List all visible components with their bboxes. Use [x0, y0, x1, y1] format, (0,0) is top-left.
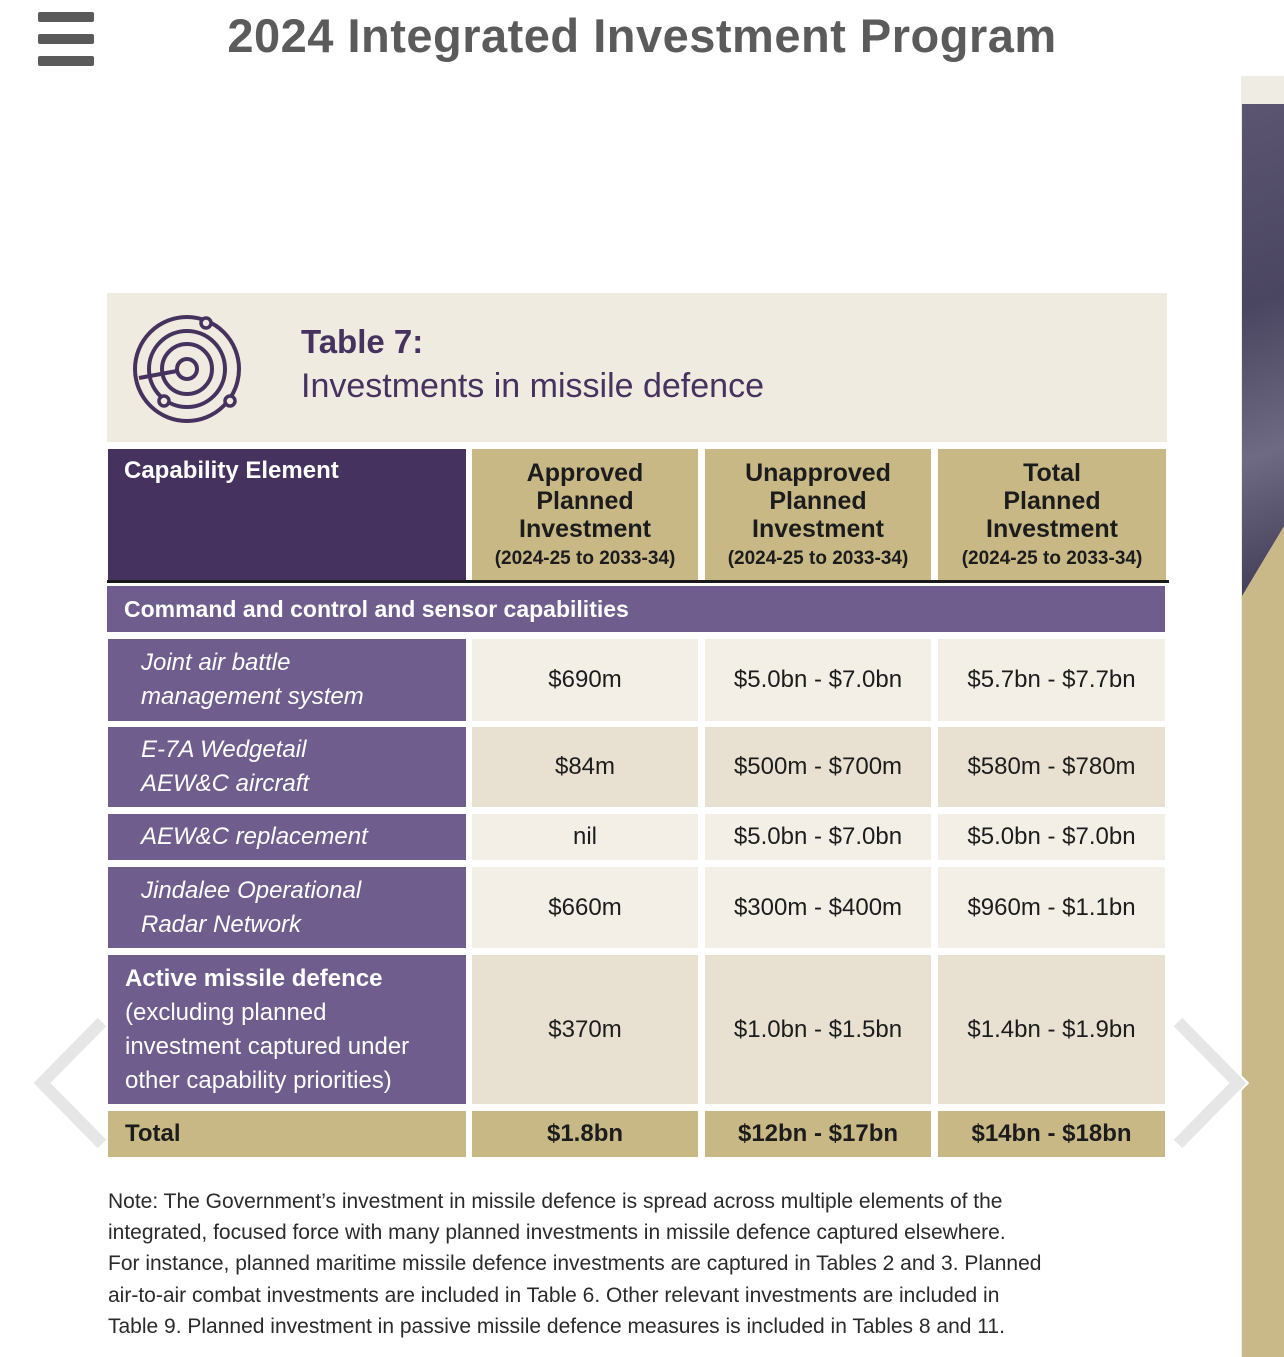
row-label-text: Joint air battle	[141, 649, 291, 676]
cell-unapproved: $5.0bn - $7.0bn	[705, 814, 931, 860]
cell-approved: $660m	[472, 867, 698, 948]
row-label-aewc-replacement: AEW&C replacement	[108, 814, 466, 860]
header-divider	[107, 580, 1169, 583]
chevron-left-icon[interactable]	[30, 1008, 110, 1158]
column-header-approved	[472, 449, 698, 580]
cell-approved: $370m	[472, 955, 698, 1104]
row-label-title: Active missile defence	[125, 964, 383, 992]
total-total: $14bn - $18bn	[938, 1111, 1165, 1157]
header-text: Approved	[526, 458, 644, 487]
note-line: integrated, focused force with many planned investments in missile defence captured elsewhere.	[108, 1221, 1006, 1245]
row-label-text: E-7A Wedgetail	[141, 736, 307, 763]
cell-unapproved: $300m - $400m	[705, 867, 931, 948]
column-header-capability: Capability Element	[108, 449, 466, 580]
header-text: Investment	[519, 514, 651, 543]
top-bar	[0, 0, 1284, 76]
next-slide-peek	[1241, 76, 1284, 1357]
row-label-text: AEW&C aircraft	[141, 770, 310, 797]
header-years: (2024-25 to 2033-34)	[494, 547, 676, 569]
cell-total: $1.4bn - $1.9bn	[938, 955, 1165, 1104]
header-text: Unapproved	[745, 458, 891, 487]
total-approved: $1.8bn	[472, 1111, 698, 1157]
cell-approved: $690m	[472, 639, 698, 721]
header-text: Planned	[536, 486, 634, 515]
cell-total: $5.7bn - $7.7bn	[938, 639, 1165, 721]
table-note	[108, 1186, 1148, 1342]
row-label-detail: other capability priorities)	[125, 1066, 392, 1094]
row-label-detail: (excluding planned	[125, 998, 327, 1026]
row-label-jindalee	[108, 867, 466, 948]
page-title: 2024 Integrated Investment Program	[227, 9, 1057, 62]
header-text: Total	[1023, 458, 1081, 487]
section-header: Command and control and sensor capabilities	[107, 586, 1165, 632]
total-label: Total	[108, 1111, 466, 1157]
header-text: Planned	[769, 486, 867, 515]
row-label-text: Radar Network	[141, 910, 302, 938]
row-label-detail: investment captured under	[125, 1032, 410, 1060]
cell-unapproved: $1.0bn - $1.5bn	[705, 955, 931, 1104]
note-line: air-to-air combat investments are included in Table 6. Other relevant investments are included in	[108, 1283, 1000, 1307]
cell-approved: $84m	[472, 727, 698, 807]
row-label-text: management system	[141, 683, 364, 710]
row-label-text: Jindalee Operational	[141, 876, 362, 904]
note-line: Note: The Government’s investment in missile defence is spread across multiple elements of the	[108, 1190, 1003, 1213]
header-text: Investment	[986, 514, 1118, 543]
header-text: Planned	[1003, 486, 1101, 515]
column-header-unapproved	[705, 449, 931, 580]
cell-total: $580m - $780m	[938, 727, 1165, 807]
cell-unapproved: $500m - $700m	[705, 727, 931, 807]
row-label-joint-air-battle	[108, 639, 466, 721]
chevron-right-icon[interactable]	[1170, 1008, 1250, 1158]
row-label-active-missile-defence	[108, 955, 466, 1104]
note-line: Table 9. Planned investment in passive missile defence measures is included in Tables 8 and 11.	[108, 1314, 1005, 1338]
header-years: (2024-25 to 2033-34)	[727, 547, 909, 569]
cell-unapproved: $5.0bn - $7.0bn	[705, 639, 931, 721]
table-caption	[107, 293, 1167, 442]
cell-approved: nil	[472, 814, 698, 860]
cell-total: $960m - $1.1bn	[938, 867, 1165, 948]
table-number: Table 7:	[301, 323, 424, 360]
header-years: (2024-25 to 2033-34)	[961, 547, 1143, 569]
cell-total: $5.0bn - $7.0bn	[938, 814, 1165, 860]
header-text: Investment	[752, 514, 884, 543]
column-header-total	[938, 449, 1166, 580]
note-line: For instance, planned maritime missile defence investments are captured in Tables 2 and 3. Planned	[108, 1252, 1042, 1276]
total-unapproved: $12bn - $17bn	[705, 1111, 931, 1157]
row-label-e7a-wedgetail	[108, 727, 466, 807]
table-title: Investments in missile defence	[301, 367, 764, 405]
radar-icon	[131, 311, 247, 427]
